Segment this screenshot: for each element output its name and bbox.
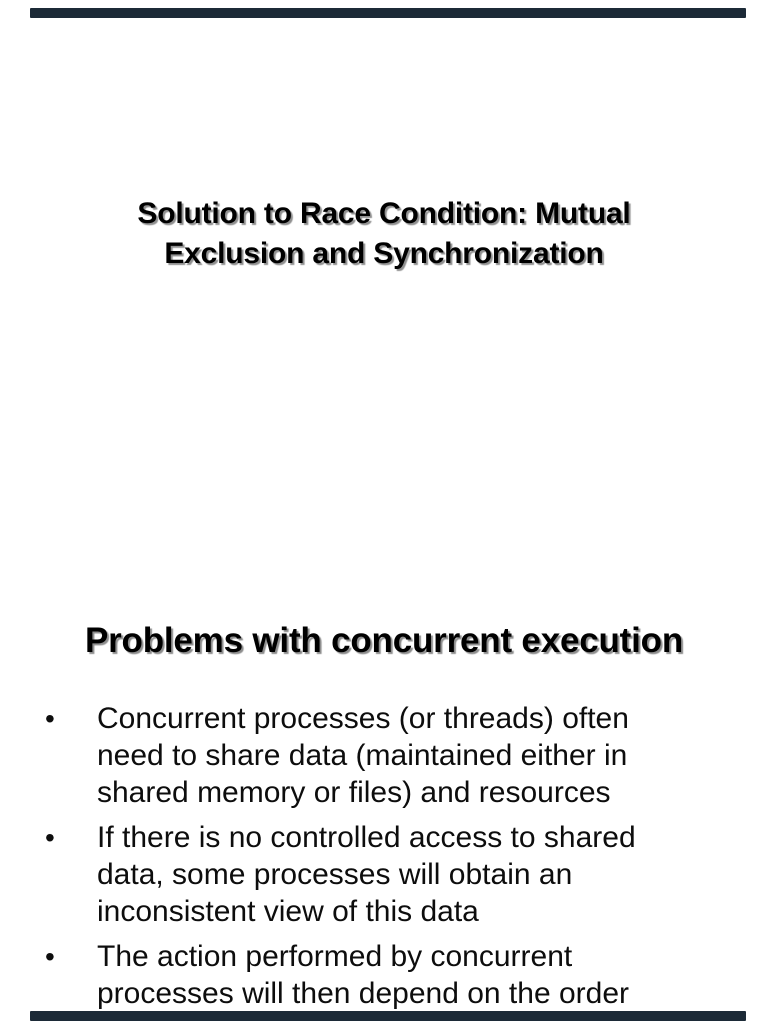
page-separator-bottom	[30, 1011, 746, 1021]
bullet-text-3	[97, 938, 629, 1012]
bullet-1-line-2: need to share data (maintained either in	[97, 739, 628, 772]
slide1-title	[0, 194, 768, 274]
bullet-dot-icon: •	[45, 941, 55, 972]
bullet-2-line-1: If there is no controlled access to shared	[97, 821, 636, 854]
bullet-item-1	[45, 700, 755, 811]
bullet-1-line-3: shared memory or files) and resources	[97, 776, 611, 809]
bullet-text-1	[97, 700, 629, 811]
bullet-dot-icon: •	[45, 703, 55, 734]
bullet-3-line-1: The action performed by concurrent	[97, 940, 573, 973]
bullet-item-2	[45, 819, 755, 930]
bullet-list	[45, 700, 755, 1020]
slide1-title-line-2: Exclusion and Synchronization	[164, 237, 604, 270]
bullet-2-line-2: data, some processes will obtain an	[97, 858, 573, 891]
bullet-item-3	[45, 938, 755, 1012]
slide2-heading: Problems with concurrent execution	[84, 621, 684, 660]
bullet-3-line-2: processes will then depend on the order	[97, 977, 630, 1010]
page-separator-top	[30, 8, 746, 18]
bullet-text-2	[97, 819, 636, 930]
slide1-title-line-1: Solution to Race Condition: Mutual	[137, 197, 631, 230]
bullet-dot-icon: •	[45, 822, 55, 853]
bullet-1-line-1: Concurrent processes (or threads) often	[97, 702, 629, 735]
bullet-2-line-3: inconsistent view of this data	[97, 895, 479, 928]
